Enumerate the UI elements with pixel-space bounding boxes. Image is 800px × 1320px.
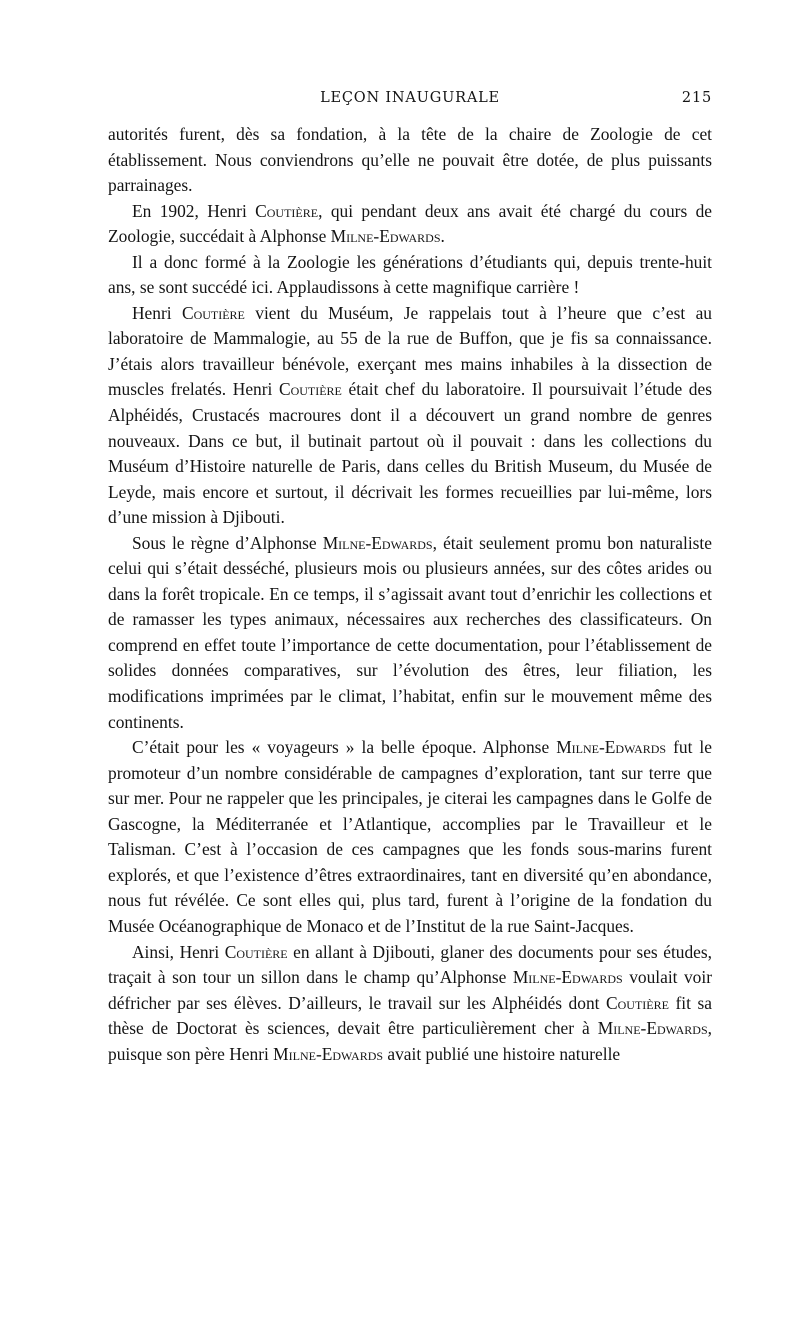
small-caps-name: Milne-Edwards — [597, 1018, 708, 1039]
small-caps-name: Coutière — [255, 200, 319, 221]
small-caps-name: Milne-Edwards — [322, 532, 433, 553]
small-caps-name: Milne-Edwards — [512, 967, 623, 988]
text-run: , puisque son père Henri — [108, 1018, 712, 1064]
text-run: avait publié une histoire naturelle — [383, 1043, 621, 1064]
small-caps-name: Milne-Edwards — [330, 226, 441, 247]
small-caps-name: Coutière — [181, 302, 245, 323]
small-caps-name: Coutière — [278, 379, 342, 400]
text-run: En 1902, Henri — [132, 200, 256, 221]
paragraph-5 — [108, 531, 712, 735]
small-caps-name: Coutière — [606, 992, 669, 1013]
text-run: voulait voir défricher par ses élèves. D’ailleurs, le travail sur les Alphéidés dont — [108, 967, 712, 1013]
text-run: , qui pendant deux ans avait été chargé du cours de Zoologie, succédait à Alphonse — [108, 200, 712, 247]
running-head-title: LEÇON INAUGURALE — [320, 90, 500, 106]
paragraph-2 — [108, 199, 712, 250]
text-run: vient du Muséum, Je rappelais tout à l’heure que c’est au laboratoire de Mammalogie, au 55 de la rue de Buffon, que je fis sa connaissance. J’étais alors travailleur bénévole, exerçant mes mains inhabiles à la dissection de muscles frelatés. Henri — [108, 302, 712, 400]
small-caps-name: Milne-Edwards — [556, 737, 667, 758]
paragraph-4 — [108, 301, 712, 531]
small-caps-name: Coutière — [224, 941, 288, 962]
text-run: Sous le règne d’Alphonse — [132, 532, 323, 553]
body-text — [108, 122, 712, 1067]
text-run: C’était pour les « voyageurs » la belle époque. Alphonse — [132, 737, 557, 758]
text-run: Ainsi, Henri — [132, 941, 225, 962]
page-number: 215 — [681, 90, 712, 106]
small-caps-name: Milne-Edwards — [273, 1043, 384, 1064]
paragraph-1 — [108, 122, 712, 199]
paragraph-7 — [108, 940, 712, 1068]
text-run: Il a donc formé à la Zoologie les générations d’étudiants qui, depuis trente-huit ans, se sont succédé ici. Applaudissons à cette magnifique carrière ! — [108, 251, 712, 298]
text-run: fit sa thèse de Doctorat ès sciences, devait être particulièrement cher à — [108, 992, 713, 1039]
book-page — [108, 84, 712, 1067]
text-run: Henri — [132, 302, 182, 323]
paragraph-6 — [108, 735, 712, 939]
paragraph-3 — [108, 250, 712, 301]
text-run: . — [440, 226, 445, 247]
text-run: , était seulement promu bon naturaliste celui qui s’était desséché, plusieurs mois ou plusieurs années, sur des côtes arides ou dans la forêt tropicale. En ce temps, il s’agissait avant tout d’enrichir les collections et de ramasser les types animaux, nécessaires aux recherches des classificateurs. On comprend en effet toute l’importance de cette documentation, pour l’établissement de solides données comparatives, sur l’évolution des êtres, leur filiation, les modifications imprimées par le climat, l’habitat, enfin sur le mouvement même des continents. — [108, 532, 712, 732]
text-run: en allant à Djibouti, glaner des documents pour ses études, traçait à son tour un sillon dans le champ qu’Alphonse — [108, 941, 712, 988]
text-run: était chef du laboratoire. Il poursuivait l’étude des Alphéidés, Crustacés macroures dont il a découvert un grand nombre de genres nouveaux. Dans ce but, il butinait partout où il pouvait : dans les collections du Muséum d’Histoire naturelle de Paris, dans celles du British Museum, du Musée de Leyde, mais encore et surtout, il décrivait les formes recueillies par lui-même, lors d’une mission à Djibouti. — [108, 379, 712, 528]
running-head — [108, 84, 712, 114]
text-run: fut le promoteur d’un nombre considérable de campagnes d’exploration, tant sur terre que sur mer. Pour ne rappeler que les principales, je citerai les campagnes dans le Golfe de Gascogne, la Méditerranée et l’Atlantique, accomplies par le Travailleur et le Talisman. C’est à l’occasion de ces campagnes que les fonds sous-marins furent explorés, et que l’existence d’êtres extraordinaires, tant en diversité qu’en abondance, nous fut révélée. Ce sont elles qui, plus tard, furent à l’origine de la fondation du Musée Océanographique de Monaco et de l’Institut de la rue Saint-Jacques. — [108, 737, 712, 936]
text-run: autorités furent, dès sa fondation, à la tête de la chaire de Zoologie de cet établissement. Nous conviendrons qu’elle ne pouvait être dotée, de plus puissants parrainages. — [108, 124, 712, 196]
